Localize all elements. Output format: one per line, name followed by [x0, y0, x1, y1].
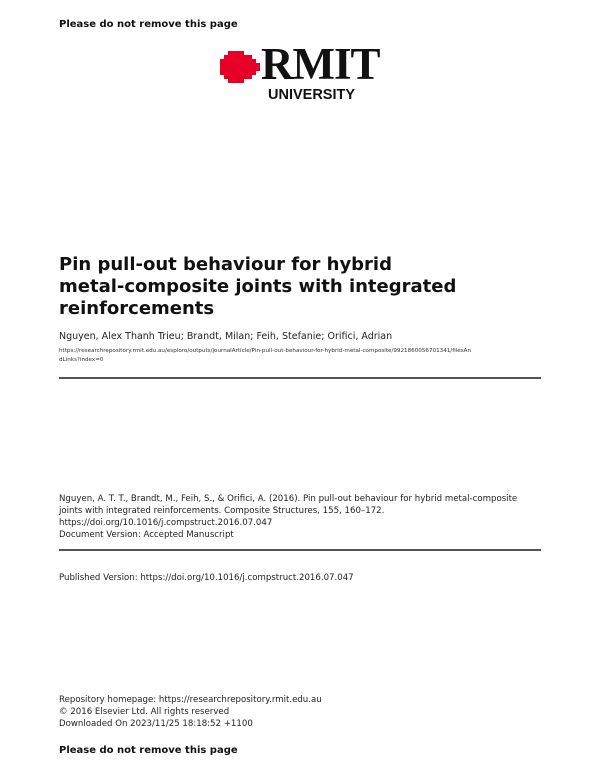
- logo-pixel: [240, 51, 244, 55]
- logo-pixel: [244, 59, 248, 63]
- logo-pixel: [240, 79, 244, 83]
- logo-pixel: [248, 59, 252, 63]
- logo-pixel: [236, 63, 240, 67]
- logo-pixel: [228, 59, 232, 63]
- logo-pixel: [232, 63, 236, 67]
- logo-pixel: [232, 75, 236, 79]
- logo-pixel: [220, 63, 224, 67]
- citation-line: joints with integrated reinforcements. Composite Structures, 155, 160–172.: [59, 506, 385, 516]
- logo-pixel: [228, 67, 232, 71]
- logo-pixel: [240, 67, 244, 71]
- logo-pixel: [232, 71, 236, 75]
- logo-pixel: [224, 67, 228, 71]
- notice-top: Please do not remove this page: [59, 19, 238, 30]
- citation-line: Nguyen, A. T. T., Brandt, M., Feih, S., & Orifici, A. (2016). Pin pull-out behaviour for hybrid metal-composite: [59, 494, 518, 504]
- logo-pixel: [244, 67, 248, 71]
- logo-pixel: [240, 75, 244, 79]
- logo-wordmark: RMIT: [261, 39, 380, 89]
- logo-pixel: [240, 71, 244, 75]
- logo-pixel: [228, 75, 232, 79]
- logo-pixel: [248, 71, 252, 75]
- divider: [59, 549, 541, 551]
- logo-pixel: [256, 63, 260, 67]
- logo-pixel: [236, 67, 240, 71]
- logo-pixel: [240, 55, 244, 59]
- logo-pixel: [252, 67, 256, 71]
- logo-pixel: [244, 63, 248, 67]
- logo-pixel: [228, 51, 232, 55]
- logo-pixel: [228, 63, 232, 67]
- logo-pixel: [236, 59, 240, 63]
- logo-pixel: [232, 55, 236, 59]
- logo-pixel: [224, 75, 228, 79]
- logo-pixel: [224, 63, 228, 67]
- citation-block: [59, 493, 541, 541]
- logo-pixel: [232, 51, 236, 55]
- repository-homepage: Repository homepage: https://researchrepository.rmit.edu.au: [59, 695, 322, 705]
- logo-pixel: [240, 59, 244, 63]
- logo-pixel: [252, 59, 256, 63]
- logo-pixel: [224, 71, 228, 75]
- logo-pixel: [228, 79, 232, 83]
- repository-link-line: https://researchrepository.rmit.edu.au/esploro/outputs/journalArticle/Pin-pull-out-behaviour-for-hybrid-metal-composite/9921860056701341/filesAn: [59, 348, 471, 354]
- logo-pixel: [248, 75, 252, 79]
- logo-pixel: [232, 79, 236, 83]
- logo-subtitle: UNIVERSITY: [268, 87, 356, 103]
- logo-pixel: [228, 55, 232, 59]
- logo-pixel: [232, 59, 236, 63]
- logo-pixel: [244, 75, 248, 79]
- rmit-logo: [220, 39, 382, 108]
- doi-link[interactable]: https://doi.org/10.1016/j.compstruct.2016.07.047: [59, 518, 273, 528]
- repository-link-line: dLinks?index=0: [59, 357, 104, 363]
- logo-pixel: [248, 55, 252, 59]
- logo-pixel: [244, 55, 248, 59]
- logo-pixel: [256, 67, 260, 71]
- title-line: Pin pull-out behaviour for hybrid: [59, 254, 392, 275]
- logo-pixel: [240, 63, 244, 67]
- repository-link[interactable]: [59, 347, 544, 365]
- logo-pixel: [220, 59, 224, 63]
- copyright-notice: © 2016 Elsevier Ltd. All rights reserved: [59, 707, 230, 717]
- logo-pixel: [220, 67, 224, 71]
- logo-pixel: [236, 71, 240, 75]
- download-timestamp: Downloaded On 2023/11/25 18:18:52 +1100: [59, 719, 253, 729]
- title-line: metal-composite joints with integrated: [59, 276, 457, 297]
- document-version: Document Version: Accepted Manuscript: [59, 530, 234, 540]
- logo-pixel: [220, 71, 224, 75]
- logo-pixel: [224, 59, 228, 63]
- published-version: Published Version: https://doi.org/10.1016/j.compstruct.2016.07.047: [59, 573, 354, 583]
- rmit-pixel-icon: [220, 50, 260, 84]
- logo-pixel: [252, 71, 256, 75]
- logo-pixel: [236, 55, 240, 59]
- logo-pixel: [236, 79, 240, 83]
- divider: [59, 377, 541, 379]
- document-title: [59, 254, 529, 320]
- logo-pixel: [232, 67, 236, 71]
- logo-pixel: [248, 63, 252, 67]
- logo-pixel: [236, 51, 240, 55]
- logo-pixel: [252, 63, 256, 67]
- logo-pixel: [236, 75, 240, 79]
- notice-bottom: Please do not remove this page: [59, 745, 238, 756]
- logo-pixel: [244, 71, 248, 75]
- author-list: Nguyen, Alex Thanh Trieu; Brandt, Milan; Feih, Stefanie; Orifici, Adrian: [59, 331, 393, 342]
- logo-pixel: [224, 55, 228, 59]
- title-line: reinforcements: [59, 298, 215, 319]
- repository-footer: [59, 694, 322, 730]
- logo-pixel: [228, 71, 232, 75]
- logo-pixel: [248, 67, 252, 71]
